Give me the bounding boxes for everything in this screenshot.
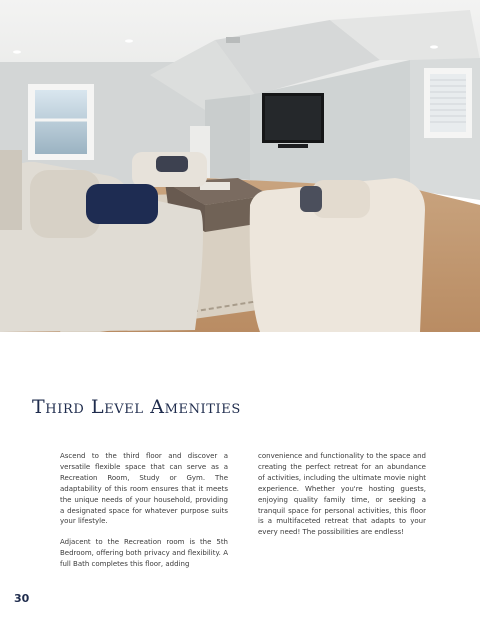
body-column-right — [258, 451, 426, 548]
paragraph: convenience and functionality to the space and creating the perfect retreat for an abundance of activities, including the ultimate movie night experience. Whether you're hosting guests, enjoying quality family time, or seeking a tranquil space for personal activities, this floor is a multifaceted retreat that adapts to your every need! The possibilities are endless! — [258, 452, 426, 537]
page-number: 30 — [14, 592, 30, 605]
paragraph: Adjacent to the Recreation room is the 5th Bedroom, offering both privacy and flexibility. A full Bath completes this floor, adding — [60, 538, 228, 569]
section-heading: Third Level Amenities — [32, 396, 241, 418]
paragraph: Ascend to the third floor and discover a versatile flexible space that can serve as a Recreation Room, Study or Gym. The adaptability of this room ensures that it meets the unique needs of your household, providing a designated space for whatever purpose suits your lifestyle. — [60, 452, 228, 526]
body-column-left — [60, 451, 228, 580]
